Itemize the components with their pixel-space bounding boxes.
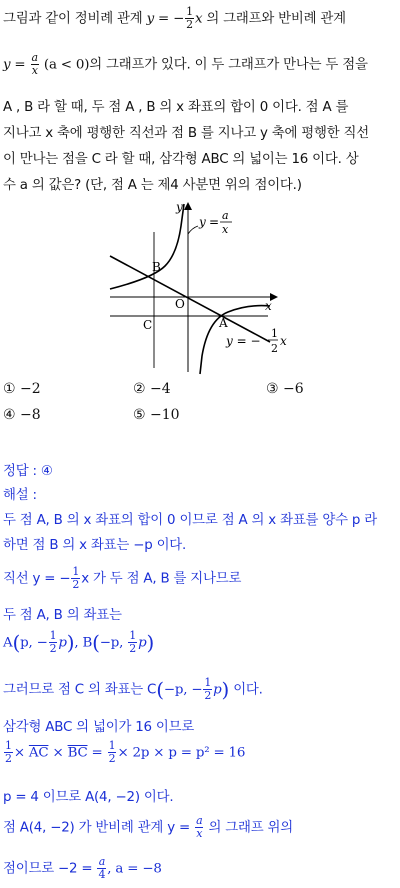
denominator: x <box>31 64 38 77</box>
curve-label-eq: = <box>209 215 220 229</box>
line-label-n: 1 <box>271 327 278 340</box>
point-label-b: B <box>152 260 161 274</box>
choice-value: −10 <box>150 407 180 423</box>
point-label-c: C <box>143 318 153 332</box>
choice-3[interactable] <box>266 381 304 397</box>
choice-2[interactable] <box>133 381 171 397</box>
math: = <box>10 57 30 73</box>
numerator: a <box>98 855 106 868</box>
denominator: 4 <box>98 868 106 881</box>
paren-open: ( <box>12 630 21 655</box>
math: × <box>48 745 68 761</box>
solution-line-3 <box>3 566 397 591</box>
numerator: 1 <box>186 5 193 18</box>
text: 그림과 같이 정비례 관계 <box>3 11 147 27</box>
paren-close: ) <box>66 630 75 655</box>
math: x <box>194 11 203 27</box>
text: 의 그래프가 있다. 이 두 그래프가 만나는 두 점을 <box>89 57 368 73</box>
axis-label-x: x <box>265 299 272 313</box>
y-axis-arrow <box>184 202 192 210</box>
curve-label-leader <box>188 226 198 234</box>
choice-mark: ⑤ <box>133 407 146 423</box>
math: = <box>87 745 107 761</box>
paren-close: ) <box>146 630 155 655</box>
numerator: 1 <box>5 739 12 752</box>
numerator: 1 <box>204 676 212 689</box>
fraction <box>128 630 137 655</box>
origin-label: O <box>175 297 185 311</box>
solution-line-1: 두 점 A, B 의 x 좌표의 합이 0 이므로 점 A 의 x 좌표를 양수 p 라 <box>3 513 377 528</box>
text: 의 그래프와 반비례 관계 <box>202 11 346 27</box>
point-name: A <box>3 635 13 651</box>
graph-figure <box>108 196 298 376</box>
solution-line-10 <box>3 815 397 840</box>
point-label-a: A <box>219 316 228 330</box>
text: 점이므로 −2 = <box>3 861 97 877</box>
choice-5[interactable] <box>133 407 180 423</box>
math: p <box>58 635 67 651</box>
math: −p, <box>99 635 128 651</box>
math: p <box>138 635 147 651</box>
denominator: 2 <box>129 642 137 655</box>
numerator: 1 <box>49 629 57 642</box>
denominator: 2 <box>204 689 212 702</box>
numerator: 1 <box>129 629 137 642</box>
denominator: 2 <box>72 578 80 591</box>
text: 의 그래프 위의 <box>204 820 294 836</box>
math: × <box>13 745 29 761</box>
choice-value: −4 <box>150 381 171 397</box>
math: y <box>146 11 154 27</box>
choice-mark: ① <box>3 381 16 397</box>
axis-label-y: y <box>176 200 183 214</box>
point-name: , B <box>74 635 93 651</box>
choice-mark: ③ <box>266 381 279 397</box>
fraction <box>49 630 58 655</box>
solution-line-6 <box>3 677 397 702</box>
math: p, − <box>20 635 48 651</box>
fraction <box>97 856 106 881</box>
denominator: 2 <box>186 18 193 31</box>
line-label-left: y = − <box>226 334 261 348</box>
math: × 2p × p = p² = 16 <box>117 745 246 761</box>
paren-open: ( <box>156 677 164 702</box>
paren-open: ( <box>92 630 100 655</box>
fraction <box>185 6 194 31</box>
curve-label-y: y <box>199 215 206 229</box>
explanation-label: 해설 : <box>3 488 37 503</box>
problem-line-2 <box>3 52 397 77</box>
solution-line-4: 두 점 A, B 의 좌표는 <box>3 608 122 623</box>
line-label-x: x <box>280 334 287 348</box>
denominator: 2 <box>108 752 116 765</box>
denominator: x <box>196 827 203 840</box>
text: 직선 y = − <box>3 571 71 587</box>
segment-ac: $\overline{AC}$ <box>28 745 49 761</box>
choice-4[interactable] <box>3 407 41 423</box>
curve-label-d: x <box>222 223 229 236</box>
problem-line-6: 수 a 의 값은? (단, 점 A 는 제4 사분면 위의 점이다.) <box>3 178 302 193</box>
choice-mark: ② <box>133 381 146 397</box>
choice-mark: ④ <box>3 407 16 423</box>
text: 그러므로 점 C 의 좌표는 C <box>3 682 157 698</box>
fraction <box>108 740 117 765</box>
choice-value: −2 <box>20 381 41 397</box>
text: x 가 두 점 A, B 를 지나므로 <box>81 571 242 587</box>
math: −p, − <box>163 682 203 698</box>
numerator: a <box>31 51 38 64</box>
fraction <box>195 815 203 840</box>
solution-line-11 <box>3 856 397 881</box>
fraction <box>71 566 80 591</box>
hyperbola-branch-left <box>110 204 184 289</box>
math: , a = −8 <box>107 861 162 877</box>
choice-value: −6 <box>283 381 304 397</box>
solution-line-2: 하면 점 B 의 x 좌표는 −p 이다. <box>3 538 187 553</box>
fraction <box>31 52 39 77</box>
problem-line-4: 지나고 x 축에 평행한 직선과 점 B 를 지나고 y 축에 평행한 직선 <box>3 126 370 141</box>
choice-value: −8 <box>20 407 41 423</box>
line-label-d: 2 <box>271 342 278 355</box>
linear-graph <box>110 256 270 342</box>
math: y <box>3 57 11 73</box>
numerator: 1 <box>72 565 80 578</box>
solution-line-7: 삼각형 ABC 의 넓이가 16 이므로 <box>3 720 195 735</box>
text: 이다. <box>229 682 263 698</box>
problem-line-5: 이 만나는 점을 C 라 할 때, 삼각형 ABC 의 넓이는 16 이다. 상 <box>3 152 359 167</box>
denominator: 2 <box>5 752 12 765</box>
solution-line-9: p = 4 이므로 A(4, −2) 이다. <box>3 790 174 805</box>
choice-1[interactable] <box>3 381 41 397</box>
numerator: 1 <box>108 739 116 752</box>
math: (a < 0) <box>39 57 90 73</box>
math: = − <box>153 11 185 27</box>
solution-line-8 <box>3 740 397 765</box>
segment-bc: $\overline{BC}$ <box>67 745 88 761</box>
solution-line-5 <box>3 630 397 655</box>
math: p <box>213 682 222 698</box>
problem-line-1 <box>3 6 397 31</box>
answer-label: 정답 : ④ <box>3 464 53 479</box>
paren-close: ) <box>221 677 230 702</box>
denominator: 2 <box>49 642 57 655</box>
text: 점 A(4, −2) 가 반비례 관계 y = <box>3 820 195 836</box>
numerator: a <box>196 814 203 827</box>
fraction <box>203 677 212 702</box>
problem-line-3: A , B 라 할 때, 두 점 A , B 의 x 좌표의 합이 0 이다. 점 A 를 <box>3 100 349 115</box>
curve-label-n: a <box>222 209 229 222</box>
fraction <box>4 740 13 765</box>
